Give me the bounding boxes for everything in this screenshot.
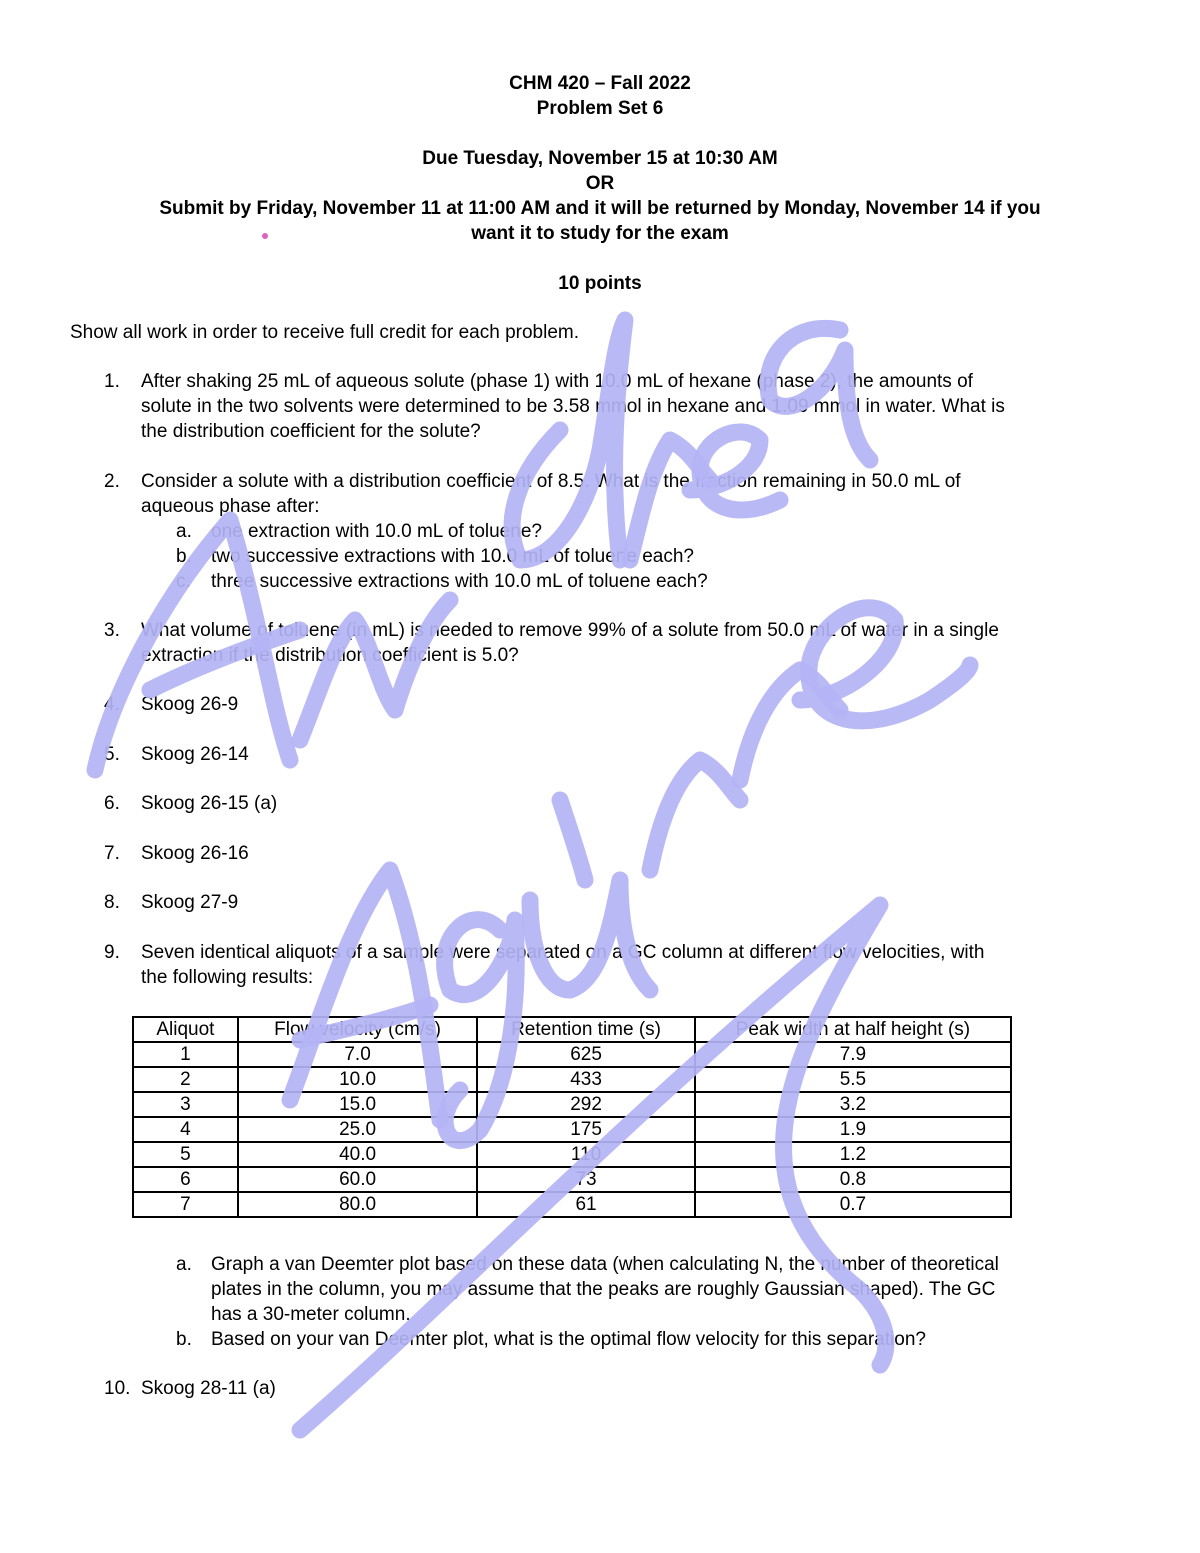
subpart-letter: b. — [176, 1329, 192, 1350]
table-cell: 3.2 — [695, 1092, 1011, 1117]
problem-text-line: the following results: — [141, 967, 314, 988]
table-row — [133, 1192, 1011, 1217]
table-cell: 15.0 — [238, 1092, 477, 1117]
table-row — [133, 1042, 1011, 1067]
table-cell: 5.5 — [695, 1067, 1011, 1092]
or-separator: OR — [585, 173, 615, 194]
table-row — [133, 1067, 1011, 1092]
table-row — [133, 1092, 1011, 1117]
problem-number: 4. — [104, 694, 120, 715]
problem-number: 8. — [104, 892, 120, 913]
signature-stroke-r2 — [650, 760, 740, 870]
subpart-letter: b. — [176, 546, 192, 567]
problem-number: 7. — [104, 843, 120, 864]
table-row — [133, 1142, 1011, 1167]
table-cell: 25.0 — [238, 1117, 477, 1142]
table-cell: 110 — [477, 1142, 695, 1167]
table-cell: 4 — [133, 1117, 238, 1142]
problem-text: Skoog 26-9 — [141, 694, 239, 715]
table-cell: 7.0 — [238, 1042, 477, 1067]
column-header: Retention time (s) — [477, 1017, 695, 1042]
problem-number: 10. — [104, 1378, 131, 1399]
instructions: Show all work in order to receive full credit for each problem. — [70, 322, 580, 343]
problem-number: 6. — [104, 793, 120, 814]
table-cell: 61 — [477, 1192, 695, 1217]
problem-text: Skoog 28-11 (a) — [141, 1378, 276, 1399]
table-cell: 60.0 — [238, 1167, 477, 1192]
subpart-letter: c. — [176, 571, 191, 592]
table-cell: 1 — [133, 1042, 238, 1067]
signature-stroke-r — [630, 440, 710, 560]
table-cell: 6 — [133, 1167, 238, 1192]
subpart-text: one extraction with 10.0 mL of toluene? — [211, 521, 542, 542]
problem-set-title: Problem Set 6 — [536, 98, 664, 119]
subpart-text-line: has a 30-meter column. — [211, 1304, 411, 1325]
column-header: Flow velocity (cm/s) — [238, 1017, 477, 1042]
problem-text-line: Seven identical aliquots of a sample were separated on a GC column at different flow velocities, with — [141, 942, 985, 963]
early-submit-line-2: want it to study for the exam — [471, 223, 729, 244]
table-row — [133, 1167, 1011, 1192]
signature-stroke-i — [560, 800, 585, 880]
gc-results-table — [132, 1016, 1012, 1218]
table-cell: 175 — [477, 1117, 695, 1142]
problem-text-line: Consider a solute with a distribution coefficient of 8.5. What is the fraction remaining in 50.0 mL of — [141, 471, 961, 492]
table-cell: 625 — [477, 1042, 695, 1067]
table-cell: 40.0 — [238, 1142, 477, 1167]
problem-text-line: solute in the two solvents were determined to be 3.58 mmol in hexane and 1.09 mmol in water. What is — [141, 396, 1005, 417]
problem-text-line: extraction if the distribution coefficient is 5.0? — [141, 645, 519, 666]
problem-text: Skoog 26-15 (a) — [141, 793, 278, 814]
table-cell: 3 — [133, 1092, 238, 1117]
table-cell: 0.8 — [695, 1167, 1011, 1192]
subpart-text-line: Graph a van Deemter plot based on these data (when calculating N, the number of theoretical — [211, 1254, 999, 1275]
problem-number: 3. — [104, 620, 120, 641]
table-cell: 433 — [477, 1067, 695, 1092]
subpart-text: three successive extractions with 10.0 mL of toluene each? — [211, 571, 708, 592]
table-row — [133, 1117, 1011, 1142]
table-cell: 80.0 — [238, 1192, 477, 1217]
table-cell: 2 — [133, 1067, 238, 1092]
points-value: 10 points — [558, 273, 642, 294]
table-cell: 73 — [477, 1167, 695, 1192]
subpart-text: two successive extractions with 10.0 mL of toluene each? — [211, 546, 694, 567]
table-header-row — [133, 1017, 1011, 1042]
table-cell: 1.2 — [695, 1142, 1011, 1167]
column-header: Peak width at half height (s) — [695, 1017, 1011, 1042]
problem-number: 9. — [104, 942, 120, 963]
pink-dot-mark — [262, 233, 268, 239]
problem-text-line: What volume of toluene (in mL) is needed to remove 99% of a solute from 50.0 mL of water in a single — [141, 620, 999, 641]
table-cell: 1.9 — [695, 1117, 1011, 1142]
table-cell: 7 — [133, 1192, 238, 1217]
table-cell: 10.0 — [238, 1067, 477, 1092]
problem-text: Skoog 26-14 — [141, 744, 249, 765]
subpart-letter: a. — [176, 521, 192, 542]
table-cell: 0.7 — [695, 1192, 1011, 1217]
subpart-text-line: Based on your van Deemter plot, what is the optimal flow velocity for this separation? — [211, 1329, 926, 1350]
problem-text-line: the distribution coefficient for the solute? — [141, 421, 481, 442]
problem-text: Skoog 26-16 — [141, 843, 249, 864]
due-date: Due Tuesday, November 15 at 10:30 AM — [422, 148, 778, 169]
table-cell: 292 — [477, 1092, 695, 1117]
problem-text-line: After shaking 25 mL of aqueous solute (phase 1) with 10.0 mL of hexane (phase 2), the amounts of — [141, 371, 973, 392]
problem-text: Skoog 27-9 — [141, 892, 239, 913]
column-header: Aliquot — [133, 1017, 238, 1042]
problem-number: 2. — [104, 471, 120, 492]
problem-number: 5. — [104, 744, 120, 765]
subpart-letter: a. — [176, 1254, 192, 1275]
signature-stroke-r3 — [740, 670, 840, 780]
table-cell: 7.9 — [695, 1042, 1011, 1067]
course-title: CHM 420 – Fall 2022 — [509, 73, 691, 94]
problem-text-line: aqueous phase after: — [141, 496, 320, 517]
subpart-text-line: plates in the column, you may assume that the peaks are roughly Gaussian shaped). The GC — [211, 1279, 996, 1300]
table-cell: 5 — [133, 1142, 238, 1167]
early-submit-line-1: Submit by Friday, November 11 at 11:00 AM and it will be returned by Monday, November 14 if you — [159, 198, 1041, 219]
problem-number: 1. — [104, 371, 120, 392]
signature-stroke-u — [530, 880, 650, 990]
